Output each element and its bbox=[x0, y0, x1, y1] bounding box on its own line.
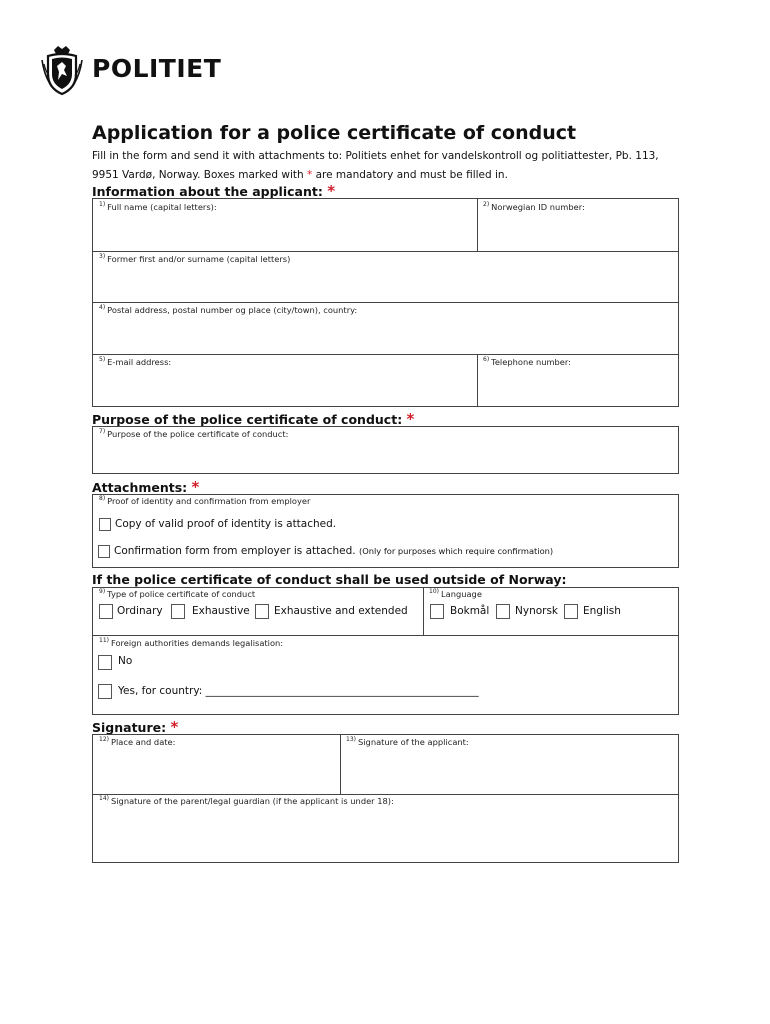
page-title: Application for a police certificate of conduct bbox=[92, 122, 577, 144]
intro-line-1: Fill in the form and send it with attachments to: Politiets enhet for vandelskontroll og politiattester, Pb. 113, bbox=[92, 150, 659, 162]
employer-confirmation-label bbox=[114, 545, 553, 557]
applicant-box bbox=[92, 198, 679, 407]
intro-line-2b: are mandatory and must be filled in. bbox=[315, 169, 508, 181]
full-name-field[interactable]: $^{1)}$ Full name (capital letters): bbox=[99, 201, 217, 212]
postal-address-field[interactable]: $^{4)}$ Postal address, postal number og place (city/town), country: bbox=[99, 304, 358, 315]
email-field[interactable]: $^{5)}$ E-mail address: bbox=[99, 356, 172, 367]
brand-name: POLITIET bbox=[92, 54, 222, 83]
guardian-signature-field[interactable]: $^{14)}$ Signature of the parent/legal guardian (if the applicant is under 18): bbox=[99, 795, 394, 806]
signature-box bbox=[92, 734, 679, 863]
section-heading-text: Purpose of the police certificate of conduct: bbox=[92, 412, 403, 427]
purpose-box bbox=[92, 426, 679, 474]
telephone-field[interactable]: $^{6)}$ Telephone number: bbox=[483, 356, 571, 367]
norwegian-id-field[interactable]: $^{2)}$ Norwegian ID number: bbox=[483, 201, 585, 212]
intro-text bbox=[92, 147, 682, 185]
place-and-date-field[interactable]: $^{12)}$ Place and date: bbox=[99, 736, 176, 747]
required-mark: * bbox=[327, 182, 336, 200]
legalisation-country-field[interactable]: Yes, for country: ____________________________________________________ bbox=[118, 685, 479, 697]
required-mark: * bbox=[170, 718, 179, 736]
type-exhaustive-extended-checkbox[interactable] bbox=[255, 604, 269, 619]
required-mark: * bbox=[307, 169, 313, 181]
section-abroad-heading bbox=[92, 572, 566, 587]
section-heading-text: Attachments: bbox=[92, 480, 188, 495]
section-heading-text: Signature: bbox=[92, 720, 167, 735]
legalisation-no-checkbox[interactable] bbox=[98, 655, 112, 670]
purpose-field[interactable]: $^{7)}$ Purpose of the police certificate of conduct: bbox=[99, 428, 289, 439]
employer-confirmation-checkbox[interactable] bbox=[98, 545, 110, 558]
language-english-label: English bbox=[583, 605, 621, 617]
attachments-label: $^{8)}$ Proof of identity and confirmation from employer bbox=[99, 495, 311, 506]
section-heading-text: Information about the applicant: bbox=[92, 184, 323, 199]
abroad-box bbox=[92, 587, 679, 715]
certificate-type-label: $^{9)}$ Type of police certificate of conduct bbox=[99, 588, 256, 599]
brand-header bbox=[40, 44, 240, 96]
legalisation-label: $^{11)}$ Foreign authorities demands legalisation: bbox=[99, 637, 284, 648]
type-exhaustive-checkbox[interactable] bbox=[171, 604, 185, 619]
attachments-box bbox=[92, 494, 679, 568]
employer-confirmation-note: (Only for purposes which require confirmation) bbox=[358, 546, 554, 556]
language-label: $^{10)}$ Language bbox=[429, 588, 482, 599]
type-ordinary-label: Ordinary bbox=[117, 605, 163, 617]
language-bokmal-checkbox[interactable] bbox=[430, 604, 444, 619]
language-nynorsk-checkbox[interactable] bbox=[496, 604, 510, 619]
norwegian-police-crest-icon bbox=[40, 44, 84, 96]
language-english-checkbox[interactable] bbox=[564, 604, 578, 619]
proof-of-identity-label: Copy of valid proof of identity is attached. bbox=[115, 518, 337, 530]
language-nynorsk-label: Nynorsk bbox=[515, 605, 559, 617]
former-name-field[interactable]: $^{3)}$ Former first and/or surname (capital letters) bbox=[99, 253, 291, 264]
proof-of-identity-checkbox[interactable] bbox=[99, 518, 111, 531]
legalisation-yes-checkbox[interactable] bbox=[98, 684, 112, 699]
section-heading-text: If the police certificate of conduct shall be used outside of Norway: bbox=[92, 572, 567, 587]
intro-line-2a: 9951 Vardø, Norway. Boxes marked with bbox=[92, 169, 304, 181]
legalisation-no-label: No bbox=[118, 655, 133, 667]
type-exhaustive-extended-label: Exhaustive and extended bbox=[274, 605, 408, 617]
type-ordinary-checkbox[interactable] bbox=[99, 604, 113, 619]
required-mark: * bbox=[191, 478, 200, 496]
applicant-signature-field[interactable]: $^{13)}$ Signature of the applicant: bbox=[346, 736, 469, 747]
type-exhaustive-label: Exhaustive bbox=[192, 605, 250, 617]
language-bokmal-label: Bokmål bbox=[450, 605, 490, 617]
required-mark: * bbox=[406, 410, 415, 428]
employer-confirmation-text: Confirmation form from employer is attached. bbox=[114, 545, 356, 557]
